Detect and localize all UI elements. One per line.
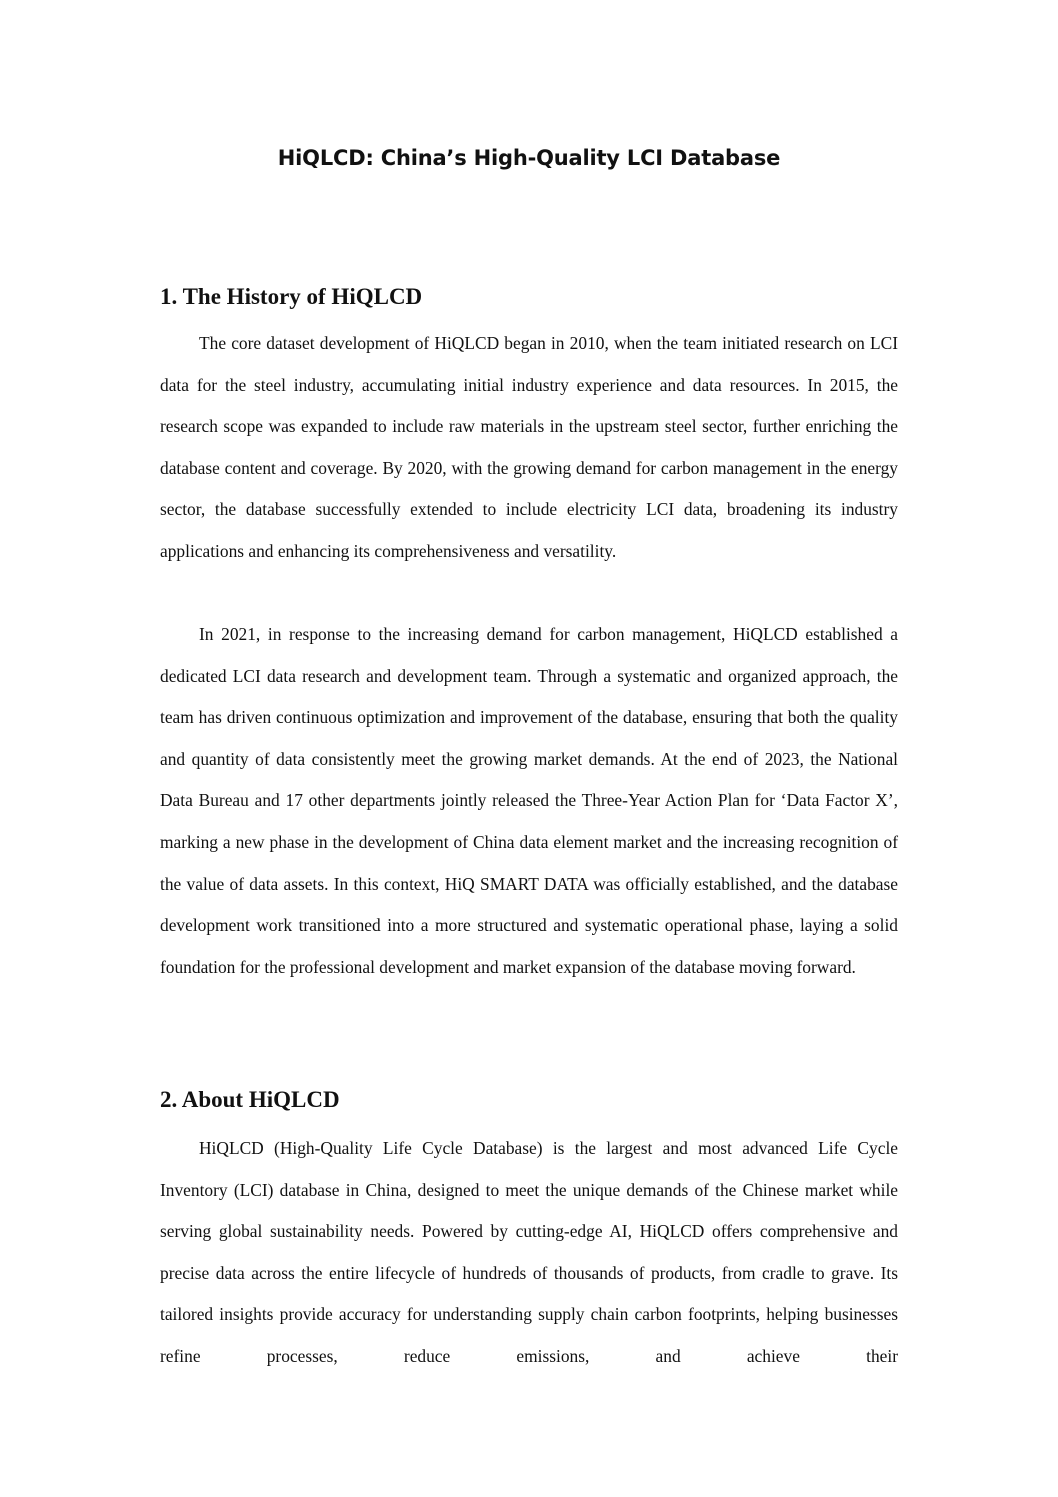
section-heading-history: 1. The History of HiQLCD: [160, 284, 423, 309]
history-paragraph-1: The core dataset development of HiQLCD began in 2010, when the team initiated research on LCI data for the steel industry, accumulating initial industry experience and data resources. In 2015, the research scope was expanded to include raw materials in the upstream steel sector, further enriching the database content and coverage. By 2020, with the growing demand for carbon management in the energy sector, the database successfully extended to include electricity LCI data, broadening its industry applications and enhancing its comprehensiveness and versatility.: [160, 333, 898, 561]
about-paragraph-1: HiQLCD (High-Quality Life Cycle Database) is the largest and most advanced Life Cycle Inventory (LCI) database in China, designed to meet the unique demands of the Chinese market while serving global sustainability needs. Powered by cutting-edge AI, HiQLCD offers comprehensive and precise data across the entire lifecycle of hundreds of thousands of products, from cradle to grave. Its tailored insights provide accuracy for understanding supply chain carbon footprints, helping businesses refine processes, reduce emissions, and achieve their: [160, 1138, 898, 1366]
section-heading-about: 2. About HiQLCD: [160, 1087, 340, 1112]
history-paragraph-2: In 2021, in response to the increasing demand for carbon management, HiQLCD established a dedicated LCI data research and development team. Through a systematic and organized approach, the team has driven continuous optimization and improvement of the database, ensuring that both the quality and quantity of data consistently meet the growing market demands. At the end of 2023, the National Data Bureau and 17 other departments jointly released the Three-Year Action Plan for ‘Data Factor X’, marking a new phase in the development of China data element market and the increasing recognition of the value of data assets. In this context, HiQ SMART DATA was officially established, and the database development work transitioned into a more structured and systematic operational phase, laying a solid foundation for the professional development and market expansion of the database moving forward.: [160, 624, 898, 977]
document-title: HiQLCD: China’s High-Quality LCI Database: [277, 146, 781, 170]
